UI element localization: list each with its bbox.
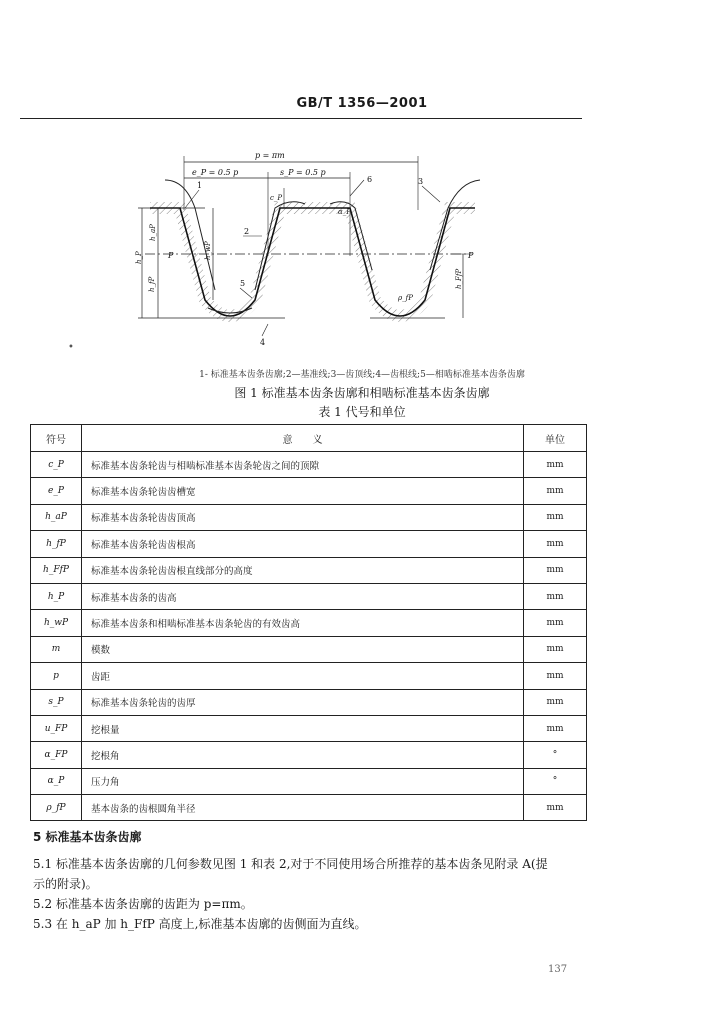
cell-meaning: 标准基本齿条和相啮标准基本齿条轮齿的有效齿高 xyxy=(82,610,524,636)
table-title: 表 1 代号和单位 xyxy=(318,405,406,419)
cell-unit: ° xyxy=(524,768,587,794)
cell-unit: mm xyxy=(524,583,587,609)
cell-unit: mm xyxy=(524,636,587,662)
label-P-right: P xyxy=(468,251,474,260)
cell-meaning: 模数 xyxy=(82,636,524,662)
table-row xyxy=(31,768,587,794)
figure-legend: 1- 标准基本齿条齿廓;2—基准线;3—齿顶线;4—齿根线;5—相啮标准基本齿条齿廓 xyxy=(199,370,525,380)
header-unit: 单位 xyxy=(524,425,587,452)
callout-5: 5 xyxy=(240,279,246,288)
callout-1: 1 xyxy=(197,181,203,190)
table-row xyxy=(31,610,587,636)
label-pitch: p = πm xyxy=(255,151,285,160)
cell-unit: mm xyxy=(524,795,587,821)
label-cP: c_P xyxy=(270,194,283,202)
cell-meaning: 压力角 xyxy=(82,768,524,794)
cell-meaning: 标准基本齿条的齿高 xyxy=(82,583,524,609)
symbols-table xyxy=(30,424,587,821)
paragraph-5-1-line2: 示的附录)。 xyxy=(33,877,98,891)
cell-unit: mm xyxy=(524,689,587,715)
cell-symbol: α_P xyxy=(31,768,82,794)
header-rule xyxy=(20,118,582,119)
label-hFfP: h_FfP xyxy=(455,268,463,289)
label-P-left: P xyxy=(168,251,174,260)
cell-meaning: 标准基本齿条轮齿的齿厚 xyxy=(82,689,524,715)
callout-4: 4 xyxy=(260,338,266,347)
label-hP: h_P xyxy=(135,251,143,264)
table-row xyxy=(31,742,587,768)
page-header-title: GB/T 1356—2001 xyxy=(296,96,428,111)
rack-profile-figure xyxy=(0,140,724,365)
table-row xyxy=(31,636,587,662)
label-ep: e_P = 0.5 p xyxy=(192,168,239,177)
table-row xyxy=(31,715,587,741)
header-symbol: 符号 xyxy=(31,425,82,452)
cell-unit: mm xyxy=(524,452,587,478)
cell-unit: mm xyxy=(524,610,587,636)
paragraph-5-3: 5.3 在 h_aP 加 h_FfP 高度上,标准基本齿廓的齿侧面为直线。 xyxy=(33,917,367,931)
label-haP: h_aP xyxy=(149,224,157,241)
label-sp: s_P = 0.5 p xyxy=(280,168,326,177)
cell-unit: mm xyxy=(524,478,587,504)
cell-symbol: e_P xyxy=(31,478,82,504)
table-row xyxy=(31,452,587,478)
callout-6: 6 xyxy=(367,175,373,184)
cell-meaning: 标准基本齿条轮齿齿顶高 xyxy=(82,504,524,530)
cell-meaning: 挖根角 xyxy=(82,742,524,768)
cell-symbol: u_FP xyxy=(31,715,82,741)
paragraph-5-1-line1: 5.1 标准基本齿条齿廓的几何参数见图 1 和表 2,对于不同使用场合所推荐的基本齿条见附录 A(提 xyxy=(33,857,548,871)
callout-2: 2 xyxy=(244,227,250,236)
cell-meaning: 标准基本齿条轮齿齿根直线部分的高度 xyxy=(82,557,524,583)
label-rho: ρ_fP xyxy=(398,294,413,302)
paragraph-5-2: 5.2 标准基本齿条齿廓的齿距为 p=πm。 xyxy=(33,897,253,911)
stray-mark: • xyxy=(68,342,74,353)
cell-unit: mm xyxy=(524,504,587,530)
cell-symbol: h_fP xyxy=(31,531,82,557)
header-meaning: 意 义 xyxy=(82,425,524,452)
cell-unit: mm xyxy=(524,663,587,689)
table-row xyxy=(31,583,587,609)
table-row xyxy=(31,478,587,504)
table-row xyxy=(31,663,587,689)
cell-symbol: p xyxy=(31,663,82,689)
cell-symbol: h_FfP xyxy=(31,557,82,583)
table-row xyxy=(31,795,587,821)
table-row xyxy=(31,504,587,530)
cell-meaning: 标准基本齿条轮齿齿根高 xyxy=(82,531,524,557)
cell-symbol: m xyxy=(31,636,82,662)
page-number: 137 xyxy=(548,964,568,975)
cell-symbol: h_wP xyxy=(31,610,82,636)
table-header-row xyxy=(31,425,587,452)
cell-meaning: 挖根量 xyxy=(82,715,524,741)
label-alphaP: α_P xyxy=(338,208,351,216)
cell-meaning: 基本齿条的齿根圆角半径 xyxy=(82,795,524,821)
cell-symbol: h_P xyxy=(31,583,82,609)
label-hwP: h_wP xyxy=(204,241,212,260)
cell-symbol: c_P xyxy=(31,452,82,478)
table-row xyxy=(31,689,587,715)
cell-unit: mm xyxy=(524,557,587,583)
label-hfP: h_fP xyxy=(148,276,156,292)
section-heading: 5 标准基本齿条齿廓 xyxy=(33,830,142,844)
cell-meaning: 标准基本齿条轮齿与相啮标准基本齿条轮齿之间的顶隙 xyxy=(82,452,524,478)
cell-meaning: 标准基本齿条轮齿齿槽宽 xyxy=(82,478,524,504)
table-row xyxy=(31,557,587,583)
cell-unit: mm xyxy=(524,531,587,557)
cell-unit: mm xyxy=(524,715,587,741)
cell-meaning: 齿距 xyxy=(82,663,524,689)
cell-symbol: h_aP xyxy=(31,504,82,530)
figure-title: 图 1 标准基本齿条齿廓和相啮标准基本齿条齿廓 xyxy=(234,386,490,400)
cell-symbol: s_P xyxy=(31,689,82,715)
cell-symbol: ρ_fP xyxy=(31,795,82,821)
cell-symbol: α_FP xyxy=(31,742,82,768)
callout-3: 3 xyxy=(418,177,424,186)
table-row xyxy=(31,531,587,557)
cell-unit: ° xyxy=(524,742,587,768)
